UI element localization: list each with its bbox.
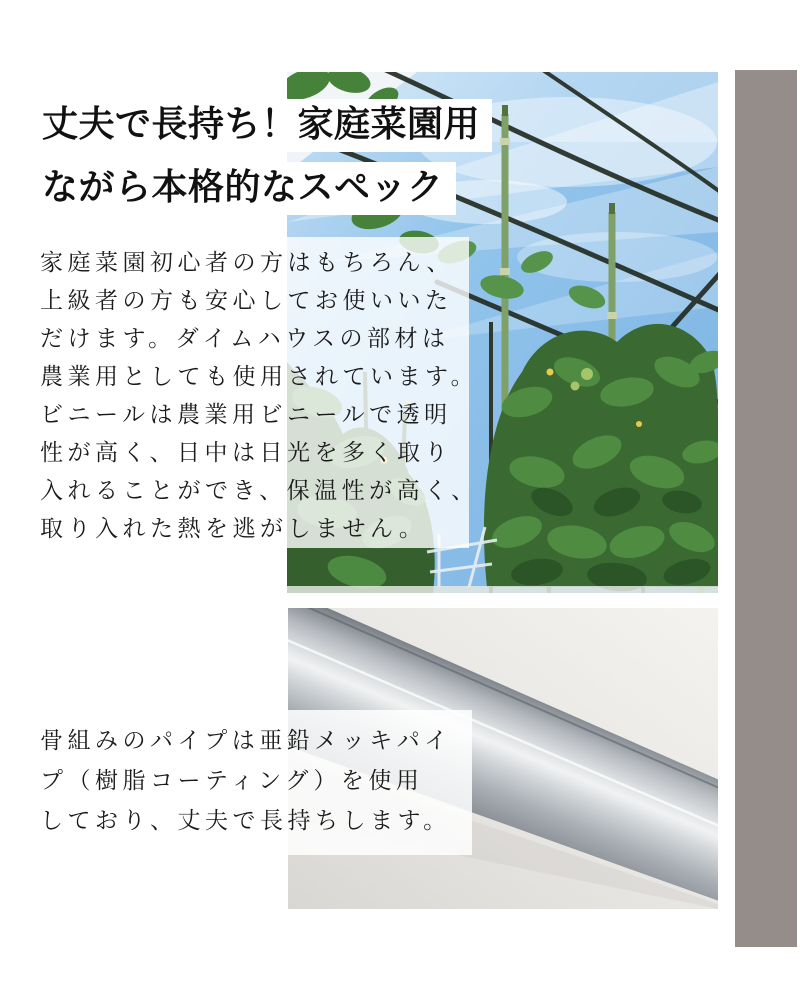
intro-line: だけます。ダイムハウスの部材は [40,325,450,351]
headline-line-2 [36,162,456,215]
intro-line: ビニールは農業用ビニールで透明 [40,401,452,427]
accent-bar [735,70,797,947]
intro-line: 上級者の方も安心してお使いいた [40,287,453,313]
headline-line-1 [36,99,492,152]
pipe-note-paragraph [30,710,472,855]
intro-paragraph [30,237,479,548]
headline-text-2: ながら本格的なスペック [36,162,456,215]
intro-line: 入れることができ、保温性が高く、 [40,477,479,503]
pipe-note-line: プ（樹脂コーティング）を使用 [40,767,424,793]
headline-text-1: 丈夫で長持ち！家庭菜園用 [36,99,492,152]
intro-line: 家庭菜園初心者の方はもちろん、 [40,249,454,275]
intro-line: 性が高く、日中は日光を多く取り [40,439,453,465]
intro-line: 農業用としても使用されています。 [40,363,479,389]
pipe-note-line: 骨組みのパイプは亜鉛メッキパイ [40,727,452,753]
intro-line: 取り入れた熱を逃がしません。 [40,515,427,541]
pipe-note-line: しており、丈夫で長持ちします。 [40,807,451,833]
